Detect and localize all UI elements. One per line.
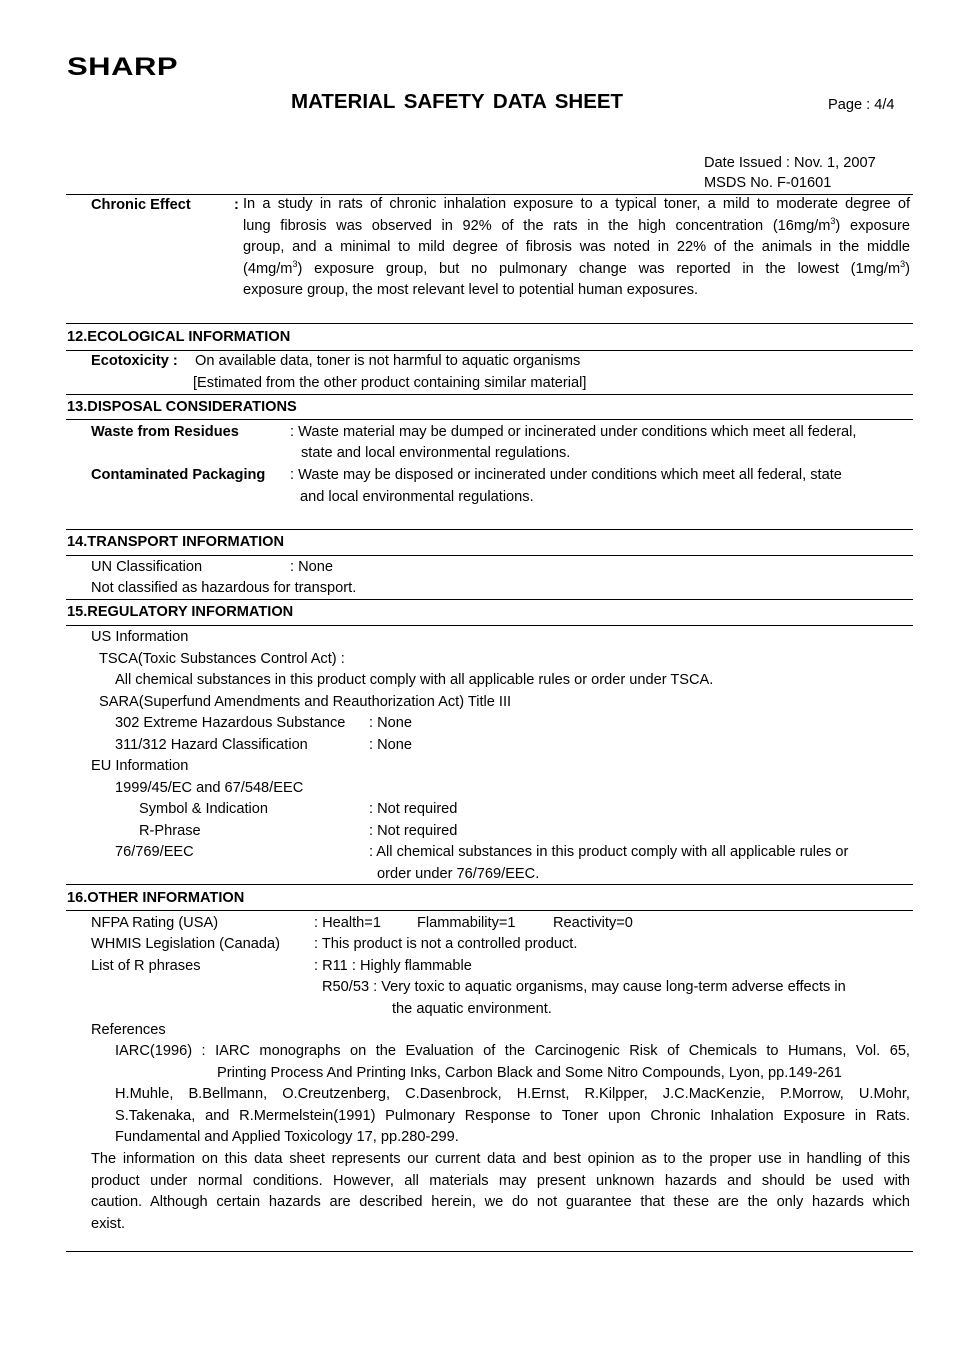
chronic-line-4a: (4mg/m	[243, 260, 293, 277]
disclaimer-line-1: The information on this data sheet represents our current data and best opinion as to the proper use in handling of this	[91, 1151, 910, 1167]
references-label: References	[91, 1022, 166, 1038]
sharp-logo: SHARP	[67, 52, 179, 81]
section-14-heading: 14.TRANSPORT INFORMATION	[67, 534, 285, 550]
transport-note: Not classified as hazardous for transport.	[91, 580, 357, 596]
nfpa-flammability: Flammability=1	[417, 915, 516, 931]
iarc-line-2: Printing Process And Printing Inks, Carbon Black and Some Nitro Compounds, Lyon, pp.149-261	[217, 1065, 842, 1081]
rphrase-label: R-Phrase	[139, 823, 201, 839]
eec2-line-2: order under 76/769/EEC.	[377, 866, 540, 882]
muhle-line-1: H.Muhle, B.Bellmann, O.Creutzenberg, C.Dasenbrock, H.Ernst, R.Kilpper, J.C.MacKenzie, P.Morrow, U.Mohr,	[115, 1086, 910, 1102]
rphrase-value: : Not required	[369, 823, 458, 839]
section-16-heading: 16.OTHER INFORMATION	[67, 890, 245, 906]
divider	[66, 529, 913, 530]
section-12-heading: 12.ECOLOGICAL INFORMATION	[67, 329, 291, 345]
disclaimer-line-2: product under normal conditions. However, all materials may present unknown hazards and should be used with	[91, 1172, 910, 1189]
divider	[66, 394, 913, 395]
superscript: 3	[292, 258, 298, 269]
iarc-reference	[115, 1041, 910, 1063]
r-phrases-label: List of R phrases	[91, 958, 201, 974]
divider	[66, 419, 913, 420]
divider	[66, 323, 913, 324]
divider	[66, 884, 913, 885]
chronic-line-5: exposure group, the most relevant level to potential human exposures.	[243, 282, 699, 299]
divider	[66, 1251, 913, 1252]
whmis-label: WHMIS Legislation (Canada)	[91, 936, 280, 952]
chronic-line-2b: ) exposure	[835, 217, 910, 234]
chronic-effect-text	[243, 194, 910, 302]
ecotoxicity-note: [Estimated from the other product containing similar material]	[193, 375, 587, 391]
muhle-line-3: Fundamental and Applied Toxicology 17, pp.280-299.	[115, 1129, 459, 1146]
document-title: MATERIAL SAFETY DATA SHEET	[291, 90, 624, 113]
muhle-reference	[115, 1084, 910, 1149]
ecotoxicity-label: Ecotoxicity :	[91, 353, 178, 369]
packaging-line-2: and local environmental regulations.	[300, 489, 534, 505]
divider	[66, 555, 913, 556]
muhle-line-2: S.Takenaka, and R.Mermelstein(1991) Pulmonary Response to Toner upon Chronic Inhalation Exposure in Rats.	[115, 1107, 910, 1124]
r50-line-2: the aquatic environment.	[392, 1001, 552, 1017]
us-information: US Information	[91, 629, 189, 645]
packaging-line-1: : Waste may be disposed or incinerated under conditions which meet all federal, state	[290, 467, 842, 483]
section-13-heading: 13.DISPOSAL CONSIDERATIONS	[67, 399, 297, 415]
tsca-text: All chemical substances in this product comply with all applicable rules or order under TSCA.	[115, 672, 714, 688]
disclaimer-line-3: caution. Although certain hazards are described herein, we do not guarantee that these are the only hazards which	[91, 1194, 910, 1211]
un-classification-label: UN Classification	[91, 559, 203, 575]
disclaimer-line-4: exist.	[91, 1215, 126, 1232]
r50-line-1: R50/53 : Very toxic to aquatic organisms, may cause long-term adverse effects in	[322, 979, 846, 995]
chronic-line-4c: )	[905, 260, 910, 277]
symbol-value: : Not required	[369, 801, 458, 817]
chronic-line-1: In a study in rats of chronic inhalation exposure to a typical toner, a mild to moderate degree of	[243, 196, 910, 212]
hazard-class-label: 311/312 Hazard Classification	[115, 737, 308, 753]
chronic-line-2a: lung fibrosis was observed in 92% of the rats in the high concentration (16mg/m	[243, 217, 831, 234]
chronic-line-4b: ) exposure group, but no pulmonary change was reported in the lowest (1mg/m	[297, 260, 901, 277]
chronic-line-3: group, and a minimal to mild degree of fibrosis was noted in 22% of the animals in the middle	[243, 239, 910, 256]
divider	[66, 599, 913, 600]
hazard-class-value: : None	[369, 737, 412, 753]
r11-value: : R11 : Highly flammable	[314, 958, 472, 974]
waste-line-2: state and local environmental regulations.	[301, 445, 571, 461]
eec2-line-1: : All chemical substances in this product comply with all applicable rules or	[369, 844, 849, 860]
symbol-label: Symbol & Indication	[139, 801, 268, 817]
page-number: Page : 4/4	[828, 97, 895, 113]
tsca-label: TSCA(Toxic Substances Control Act) :	[99, 651, 345, 667]
packaging-label: Contaminated Packaging	[91, 467, 266, 483]
superscript: 3	[900, 258, 906, 269]
nfpa-label: NFPA Rating (USA)	[91, 915, 219, 931]
eu-information: EU Information	[91, 758, 189, 774]
superscript: 3	[830, 215, 836, 226]
whmis-value: : This product is not a controlled product.	[314, 936, 578, 952]
chronic-line-2	[243, 216, 910, 238]
ehs-label: 302 Extreme Hazardous Substance	[115, 715, 346, 731]
eec2-label: 76/769/EEC	[115, 844, 194, 860]
divider	[66, 910, 913, 911]
date-issued: Date Issued : Nov. 1, 2007	[704, 155, 876, 171]
nfpa-reactivity: Reactivity=0	[553, 915, 633, 931]
waste-label: Waste from Residues	[91, 424, 239, 440]
msds-number: MSDS No. F-01601	[704, 175, 832, 191]
ecotoxicity-text: On available data, toner is not harmful to aquatic organisms	[195, 353, 581, 369]
nfpa-health: : Health=1	[314, 915, 381, 931]
chronic-line-4	[243, 259, 910, 281]
eec-label: 1999/45/EC and 67/548/EEC	[115, 780, 304, 796]
section-15-heading: 15.REGULATORY INFORMATION	[67, 604, 294, 620]
iarc-line-1: IARC(1996) : IARC monographs on the Evaluation of the Carcinogenic Risk of Chemicals to Humans, Vol. 65,	[115, 1043, 910, 1059]
sara-label: SARA(Superfund Amendments and Reauthorization Act) Title III	[99, 694, 512, 710]
disclaimer	[91, 1149, 910, 1235]
divider	[66, 625, 913, 626]
chronic-effect-colon: :	[234, 197, 239, 213]
waste-line-1: : Waste material may be dumped or incinerated under conditions which meet all federal,	[290, 424, 857, 440]
un-classification-value: : None	[290, 559, 333, 575]
divider	[66, 350, 913, 351]
chronic-effect-label: Chronic Effect	[91, 197, 191, 213]
ehs-value: : None	[369, 715, 412, 731]
